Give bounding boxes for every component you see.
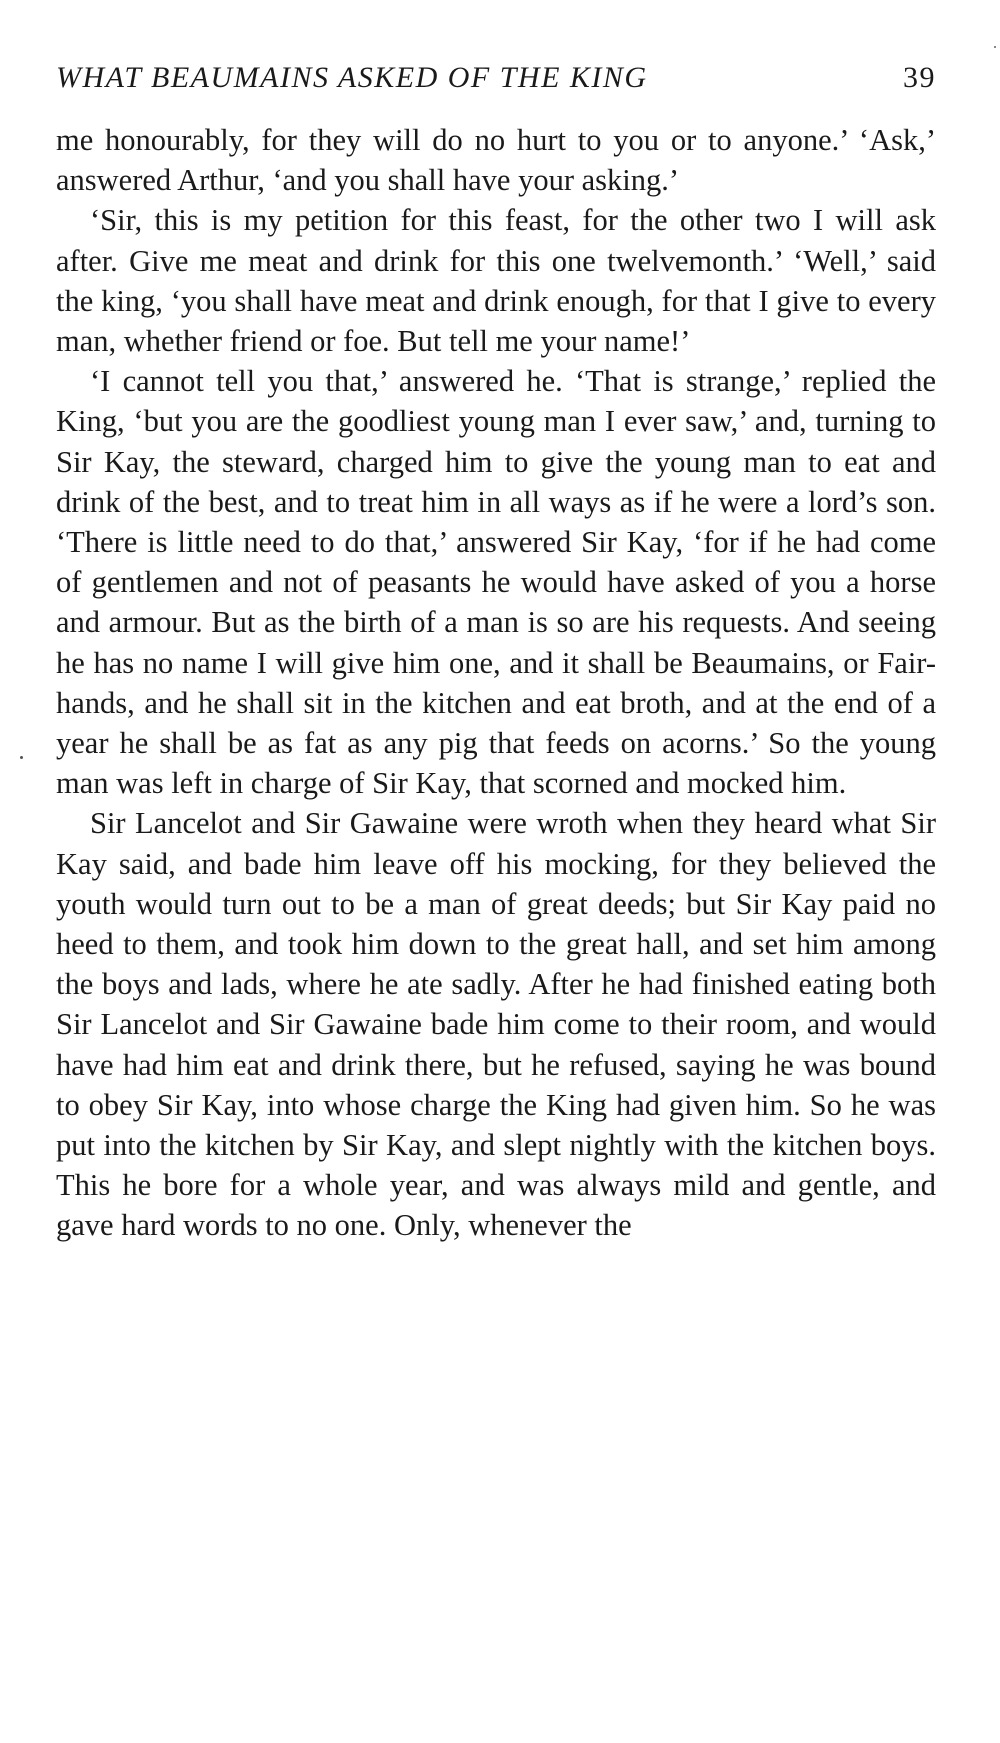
body-text: [56, 120, 936, 1246]
scan-speck: [994, 46, 996, 48]
running-header: [56, 58, 936, 98]
paragraph: ‘I cannot tell you that,’ answered he. ‘That is strange,’ replied the King, ‘but you are the goodliest young man I ever saw,’ and, turning to Sir Kay, the steward, charged him to give the young man to eat and drink of the best, and to treat him in all ways as if he were a lord’s son. ‘There is little need to do that,’ answered Sir Kay, ‘for if he had come of gentlemen and not of peasants he would have asked of you a horse and armour. But as the birth of a man is so are his requests. And seeing he has no name I will give him one, and it shall be Beaumains, or Fair-hands, and he shall sit in the kitchen and eat broth, and at the end of a year he shall be as fat as any pig that feeds on acorns.’ So the young man was left in charge of Sir Kay, that scorned and mocked him.: [56, 364, 936, 801]
chapter-title: WHAT BEAUMAINS ASKED OF THE KING: [56, 61, 648, 94]
paragraph: ‘Sir, this is my petition for this feast, for the other two I will ask after. Give me meat and drink for this one twelvemonth.’ ‘Well,’ said the king, ‘you shall have meat and drink enough, for that I give to every man, whether friend or foe. But tell me your name!’: [56, 203, 936, 359]
margin-speck: [20, 756, 23, 759]
paragraph: Sir Lancelot and Sir Gawaine were wroth when they heard what Sir Kay said, and bade him leave off his mocking, for they believed the youth would turn out to be a man of great deeds; but Sir Kay paid no heed to them, and took him down to the great hall, and set him among the boys and lads, where he ate sadly. After he had finished eating both Sir Lancelot and Sir Gawaine bade him come to their room, and would have had him eat and drink there, but he refused, saying he was bound to obey Sir Kay, into whose charge the King had given him. So he was put into the kitchen by Sir Kay, and slept nightly with the kitchen boys. This he bore for a whole year, and was always mild and gentle, and gave hard words to no one. Only, whenever the: [56, 806, 936, 1243]
page-number: 39: [903, 61, 936, 94]
paragraph-continued: me honourably, for they will do no hurt to you or to anyone.’ ‘Ask,’ answered Arthur, ‘and you shall have your asking.’: [56, 123, 936, 198]
book-page: [56, 58, 936, 1246]
